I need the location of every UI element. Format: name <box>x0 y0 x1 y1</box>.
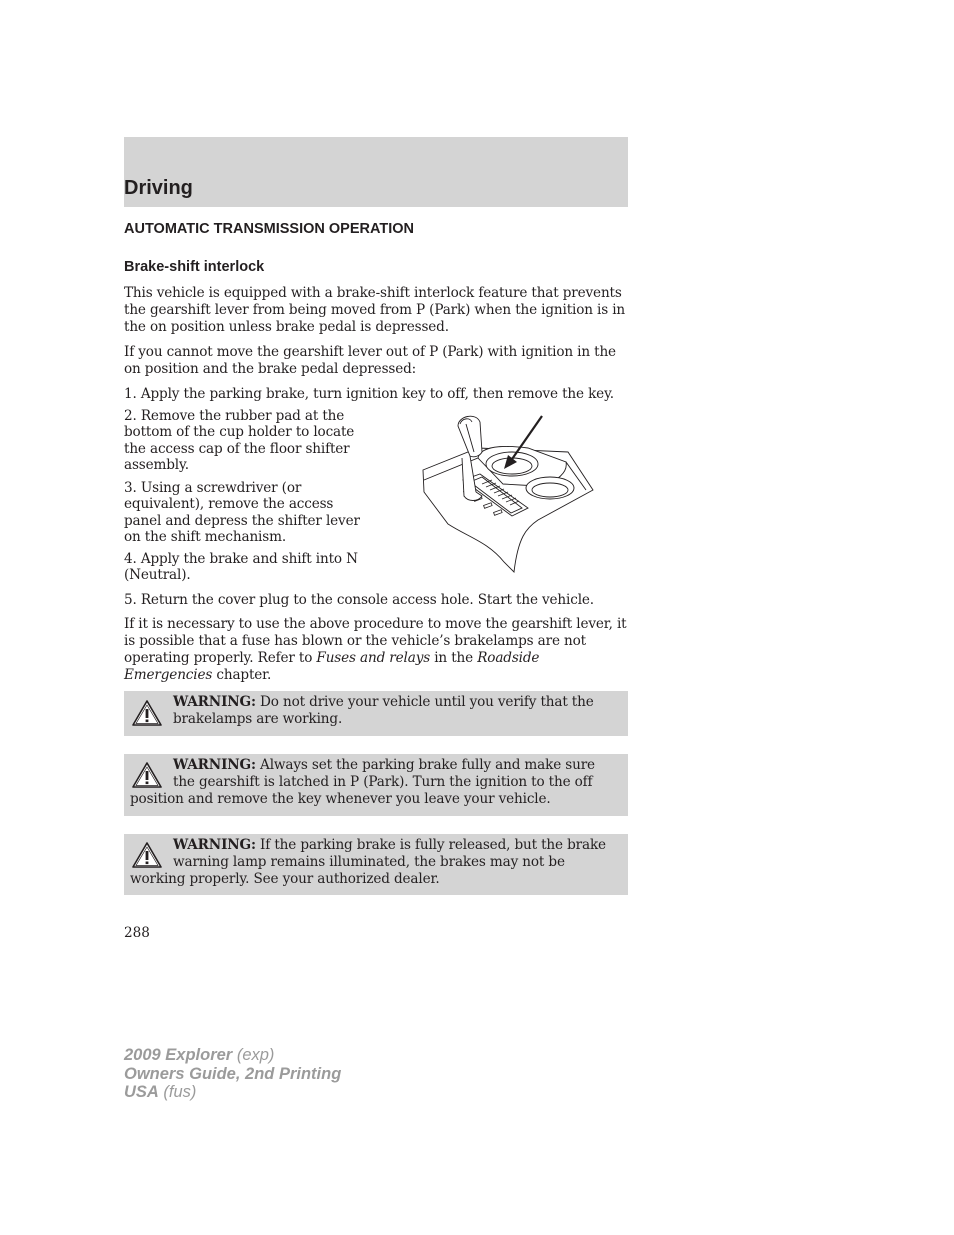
heading-brake-shift-interlock: Brake-shift interlock <box>124 259 265 275</box>
footer-model: 2009 Explorer <box>124 1046 233 1064</box>
fuse-note-text-1: If it is necessary to use the above procedure to move the gearshift lever, it is possible that a fuse has blown or the vehicle’s brakelamps are not operating properly. Refer to <box>124 616 627 666</box>
step-3: 3. Using a screwdriver (or equivalent), remove the access panel and depress the shifter lever on the shift mechanism. <box>124 480 360 545</box>
footer-line-guide: Owners Guide, 2nd Printing <box>124 1064 342 1083</box>
warning-box-parking-brake <box>124 754 628 816</box>
warning-label-1: WARNING: <box>173 694 256 710</box>
step-4: 4. Apply the brake and shift into N (Neutral). <box>124 551 358 584</box>
warning-label-3: WARNING: <box>173 837 256 853</box>
fuse-note-ref-fuses: Fuses and relays <box>316 650 431 666</box>
footer-line-model <box>124 1046 341 1065</box>
warning-label-2: WARNING: <box>173 757 256 773</box>
fuse-note-ref-roadside: Roadside Emergencies <box>124 650 540 683</box>
section-header-band <box>124 137 628 207</box>
warning-body-1: Do not drive your vehicle until you verify that the brakelamps are working. <box>173 694 594 727</box>
warning-text-3 <box>130 837 616 888</box>
warning-text-2 <box>130 757 616 808</box>
section-title: Driving <box>124 177 193 199</box>
document-footer <box>124 1046 341 1102</box>
warning-box-brake-lamp <box>124 834 628 895</box>
warning-body-2: Always set the parking brake fully and make sure the gearshift is latched in P (Park). Turn the ignition to the off position and remove the key whenever you leave your vehicle. <box>130 757 595 807</box>
footer-model-code: (exp) <box>232 1046 275 1064</box>
step-2: 2. Remove the rubber pad at the bottom of the cup holder to locate the access cap of the floor shifter assembly. <box>124 408 355 473</box>
footer-line-market <box>124 1083 341 1102</box>
paragraph-condition: If you cannot move the gearshift lever out of P (Park) with ignition in the on position and the brake pedal depressed: <box>124 344 616 377</box>
step-5: 5. Return the cover plug to the console access hole. Start the vehicle. <box>124 592 594 608</box>
page-number: 288 <box>124 925 150 941</box>
footer-market-code: (fus) <box>158 1083 197 1101</box>
paragraph-fuse-note <box>124 616 630 684</box>
shifter-console-illustration <box>418 412 600 576</box>
fuse-note-text-2: in the <box>430 650 478 666</box>
step-1: 1. Apply the parking brake, turn ignition key to off, then remove the key. <box>124 386 614 402</box>
footer-market: USA <box>124 1083 159 1101</box>
warning-body-3: If the parking brake is fully released, but the brake warning lamp remains illuminated, the brakes may not be working properly. See your authorized dealer. <box>130 837 606 887</box>
warning-text-1 <box>130 694 616 728</box>
fuse-note-text-3: chapter. <box>212 667 272 683</box>
heading-automatic-transmission: AUTOMATIC TRANSMISSION OPERATION <box>124 221 414 237</box>
warning-box-brakelamps <box>124 691 628 736</box>
paragraph-intro: This vehicle is equipped with a brake-shift interlock feature that prevents the gearshift lever from being moved from P (Park) when the ignition is in the on position unless brake pedal is depressed. <box>124 285 626 335</box>
